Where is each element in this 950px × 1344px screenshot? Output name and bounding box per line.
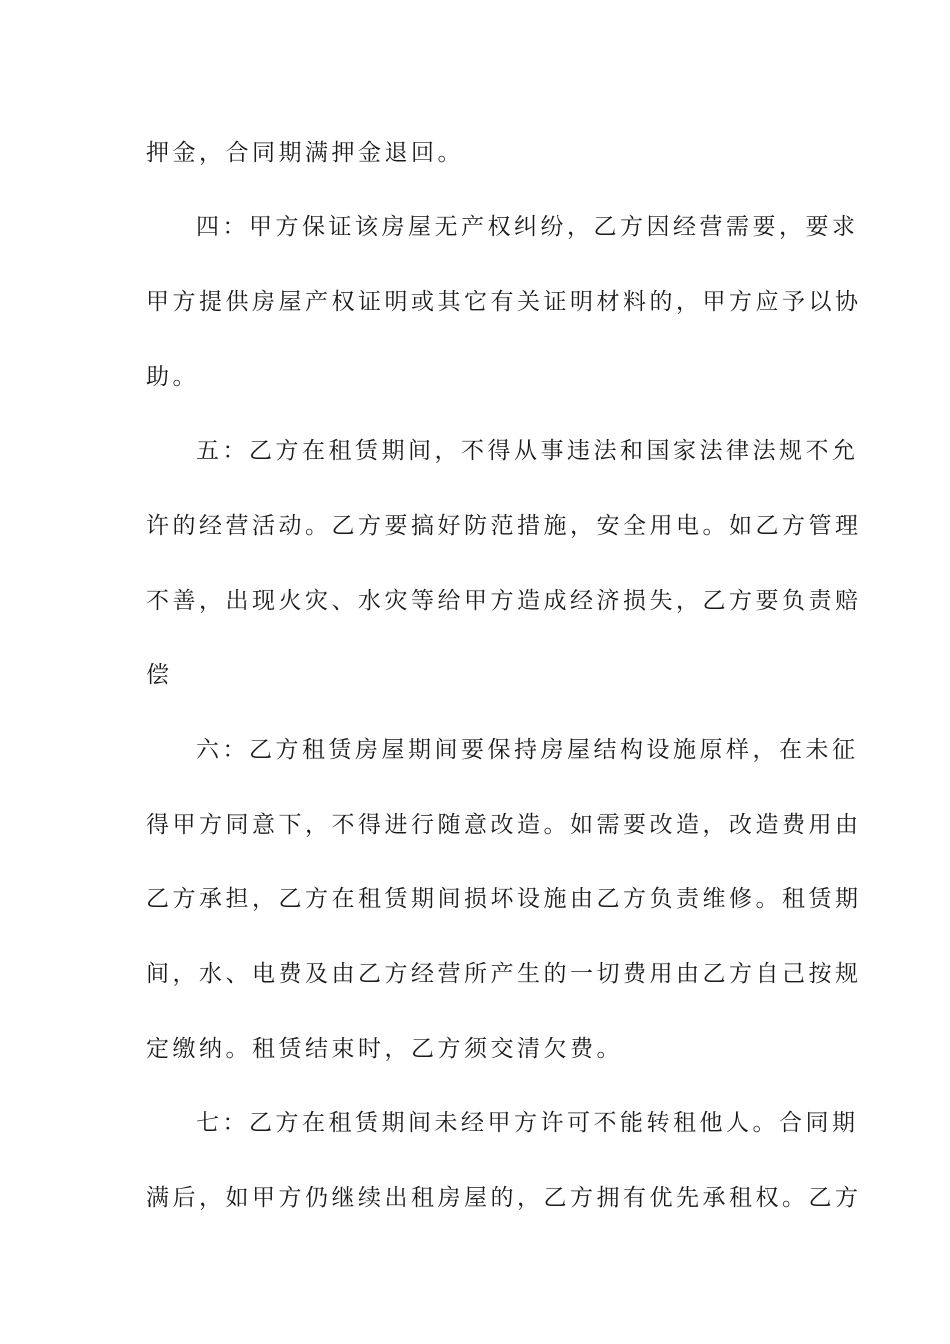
text-line: 定缴纳。租赁结束时，乙方须交清欠费。 — [146, 1036, 623, 1062]
text-line: 得甲方同意下，不得进行随意改造。如需要改造，改造费用由 — [146, 812, 862, 838]
text-line: 甲方提供房屋产权证明或其它有关证明材料的，甲方应予以协 — [146, 289, 862, 315]
text-line: 间，水、电费及由乙方经营所产生的一切费用由乙方自己按规 — [146, 961, 862, 987]
text-line: 偿 — [146, 662, 173, 688]
clause-five-first-line: 五：乙方在租赁期间，不得从事违法和国家法律法规不允 — [196, 438, 859, 464]
text-line: 乙方承担，乙方在租赁期间损坏设施由乙方负责维修。租赁期 — [146, 886, 862, 912]
text-line: 助。 — [146, 364, 199, 390]
clause-six-first-line: 六：乙方租赁房屋期间要保持房屋结构设施原样，在未征 — [196, 737, 859, 763]
text-line: 许的经营活动。乙方要搞好防范措施，安全用电。如乙方管理 — [146, 513, 862, 539]
text-line: 不善，出现火灾、水灾等给甲方造成经济损失，乙方要负责赔 — [146, 588, 862, 614]
text-line: 押金，合同期满押金退回。 — [146, 140, 464, 166]
text-line: 满后，如甲方仍继续出租房屋的，乙方拥有优先承租权。乙方 — [146, 1185, 862, 1211]
clause-seven-first-line: 七：乙方在租赁期间未经甲方许可不能转租他人。合同期 — [196, 1110, 859, 1136]
clause-four-first-line: 四：甲方保证该房屋无产权纠纷，乙方因经营需要，要求 — [196, 214, 859, 240]
